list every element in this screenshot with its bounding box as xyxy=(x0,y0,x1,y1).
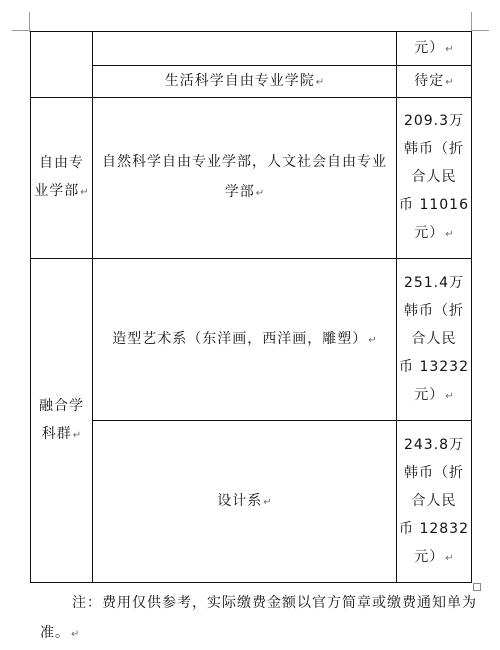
department-name: 设计系 xyxy=(217,492,263,509)
margin-corner-mark-left xyxy=(29,12,30,32)
category-cell-empty xyxy=(31,32,93,98)
fee-text: 元） xyxy=(414,39,445,56)
table-row-life-science xyxy=(31,66,472,98)
fee-line: 币 12832 xyxy=(399,520,469,537)
footnote-paragraph xyxy=(40,588,480,650)
paragraph-mark-icon: ↵ xyxy=(315,76,325,88)
table-row-free-major xyxy=(31,98,472,259)
fee-line: 韩币（折 xyxy=(404,302,464,319)
fee-line: 合人民 xyxy=(411,492,457,509)
fee-line: 合人民 xyxy=(411,330,457,347)
department-cell xyxy=(93,66,397,98)
margin-corner-mark-right-h xyxy=(471,30,489,31)
fee-cell xyxy=(397,259,472,421)
fee-line: 元）↵ xyxy=(414,386,454,403)
paragraph-mark-icon: ↵ xyxy=(445,43,454,55)
fee-cell-continued xyxy=(397,32,472,66)
fee-line: 合人民 xyxy=(411,169,457,185)
department-cell xyxy=(93,259,397,421)
fee-cell xyxy=(397,66,472,98)
table-row-top xyxy=(31,32,472,66)
paragraph-mark-icon: ↵ xyxy=(255,188,265,199)
paragraph-mark-icon: ↵ xyxy=(445,552,454,564)
fee-line: 元）↵ xyxy=(414,225,454,241)
table-row-fusion-art xyxy=(31,259,472,421)
paragraph-mark-icon: ↵ xyxy=(80,187,89,198)
category-cell xyxy=(31,98,93,259)
department-cell xyxy=(93,98,397,259)
department-cell-empty xyxy=(93,32,397,66)
fee-line: 243.8万 xyxy=(403,436,465,453)
tuition-fee-table xyxy=(30,31,472,583)
paragraph-mark-icon: ↵ xyxy=(445,229,454,240)
table-row-fusion-design xyxy=(31,421,472,583)
fee-line: 元）↵ xyxy=(414,548,454,565)
paragraph-mark-icon: ↵ xyxy=(368,334,377,346)
category-line: 业学部↵ xyxy=(34,183,89,199)
fee-cell xyxy=(397,98,472,259)
footnote-text: 注：费用仅供参考，实际缴费金额以官方简章或缴费通知单为准。 xyxy=(40,595,477,641)
department-name: 造型艺术系（东洋画，西洋画，雕塑） xyxy=(112,330,368,347)
fee-line: 韩币（折 xyxy=(404,141,464,157)
department-cell xyxy=(93,421,397,583)
category-cell xyxy=(31,259,93,583)
category-line: 自由专 xyxy=(39,155,84,171)
paragraph-mark-icon: ↵ xyxy=(72,429,82,441)
fee-text: 待定 xyxy=(414,72,445,89)
fee-cell xyxy=(397,421,472,583)
margin-corner-mark-left-h xyxy=(12,30,30,31)
fee-line: 币 11016 xyxy=(399,197,469,213)
paragraph-mark-icon: ↵ xyxy=(263,496,272,508)
fee-line: 币 13232 xyxy=(399,358,469,375)
margin-corner-mark-right xyxy=(471,12,472,32)
department-name: 自然科学自由专业学部，人文社会自由专业学部 xyxy=(102,154,387,200)
fee-line: 韩币（折 xyxy=(404,464,464,481)
paragraph-mark-icon: ↵ xyxy=(445,76,454,88)
fee-line: 251.4万 xyxy=(403,274,465,291)
paragraph-mark-icon: ↵ xyxy=(445,390,454,402)
fee-line: 209.3万 xyxy=(403,113,465,129)
category-line: 科群↵ xyxy=(41,425,82,442)
department-name: 生活科学自由专业学院 xyxy=(164,72,315,89)
category-line: 融合学 xyxy=(39,397,84,414)
paragraph-mark-icon: ↵ xyxy=(71,629,80,640)
